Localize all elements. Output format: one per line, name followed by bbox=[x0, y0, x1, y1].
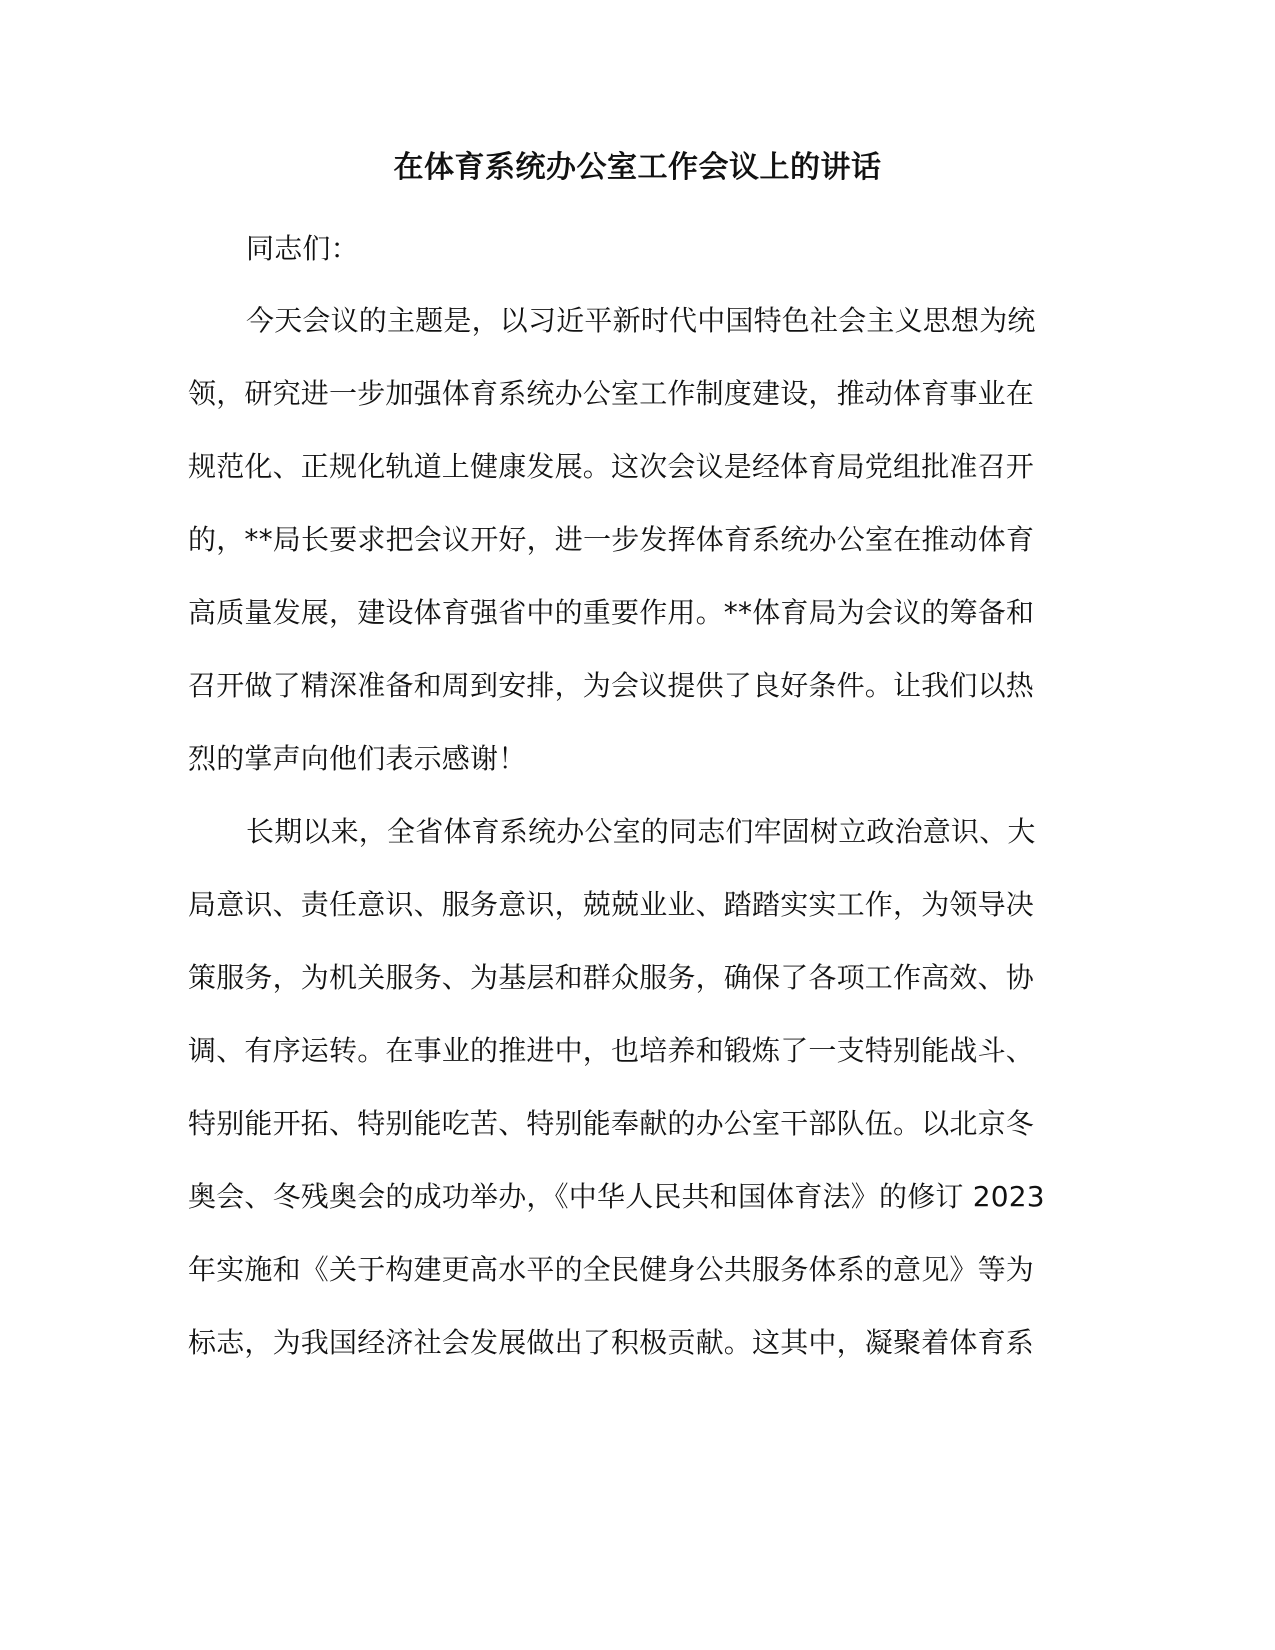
paragraph-line: 策服务，为机关服务、为基层和群众服务，确保了各项工作高效、协 bbox=[188, 961, 1035, 994]
paragraph-line: 调、有序运转。在事业的推进中，也培养和锻炼了一支特别能战斗、 bbox=[188, 1034, 1035, 1067]
paragraph-line: 特别能开拓、特别能吃苦、特别能奉献的办公室干部队伍。以北京冬 bbox=[188, 1107, 1035, 1140]
paragraph-line: 烈的掌声向他们表示感谢！ bbox=[188, 742, 527, 775]
paragraph-line: 高质量发展，建设体育强省中的重要作用。**体育局为会议的筹备和 bbox=[188, 596, 1035, 629]
paragraph-line: 标志，为我国经济社会发展做出了积极贡献。这其中，凝聚着体育系 bbox=[188, 1326, 1035, 1359]
paragraph-line: 局意识、责任意识、服务意识，兢兢业业、踏踏实实工作，为领导决 bbox=[188, 888, 1035, 921]
paragraph-line: 召开做了精深准备和周到安排，为会议提供了良好条件。让我们以热 bbox=[188, 669, 1035, 702]
salutation: 同志们： bbox=[246, 232, 359, 265]
paragraph-line: 规范化、正规化轨道上健康发展。这次会议是经体育局党组批准召开 bbox=[188, 450, 1035, 483]
paragraph-line: 年实施和《关于构建更高水平的全民健身公共服务体系的意见》等为 bbox=[188, 1253, 1035, 1286]
document-title: 在体育系统办公室工作会议上的讲话 bbox=[393, 150, 882, 185]
paragraph-line: 长期以来，全省体育系统办公室的同志们牢固树立政治意识、大 bbox=[246, 815, 1036, 848]
paragraph-line: 今天会议的主题是，以习近平新时代中国特色社会主义思想为统 bbox=[246, 304, 1036, 337]
paragraph-line: 奥会、冬残奥会的成功举办，《中华人民共和国体育法》的修订 2023 bbox=[188, 1180, 1045, 1213]
paragraph-line: 的，**局长要求把会议开好，进一步发挥体育系统办公室在推动体育 bbox=[188, 523, 1035, 556]
paragraph-line: 领，研究进一步加强体育系统办公室工作制度建设，推动体育事业在 bbox=[188, 377, 1035, 410]
